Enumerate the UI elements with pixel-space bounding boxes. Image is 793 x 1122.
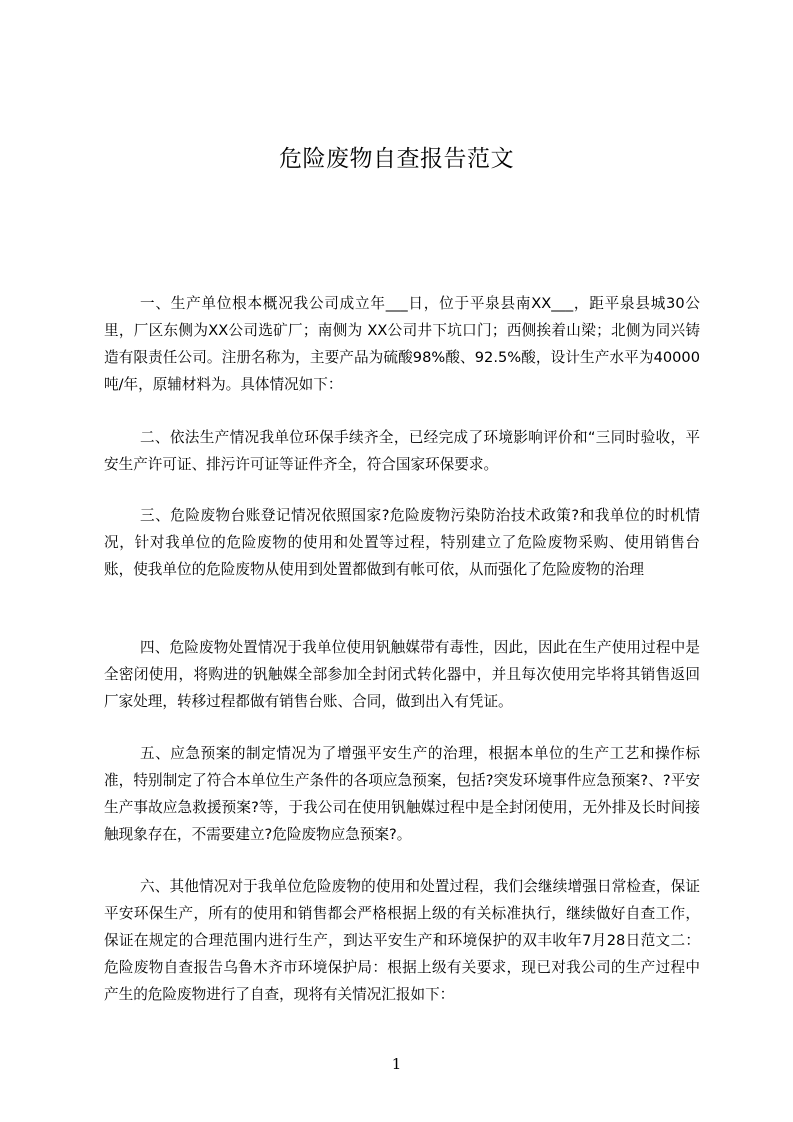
page-number: 1 [391,1055,402,1073]
paragraph-waste-disposal: 四、危险废物处置情况于我单位使用钒触媒带有毒性，因此，因此在生产使用过程中是全密闭使用，将购进的钒触媒全部参加全封闭式转化器中，并且每次使用完毕将其销售返回厂家处理，转移过程都做有销售台账、合同，做到出入有凭证。 [104,639,700,710]
paragraph-emergency-plan: 五、应急预案的制定情况为了增强平安生产的治理，根据本单位的生产工艺和操作标准，特别制定了符合本单位生产条件的各项应急预案，包括?突发环境事件应急预案?、?平安生产事故应急救援预案?等，于我公司在使用钒触媒过程中是全封闭使用，无外排及长时间接触现象存在，不需要建立?危险废物应急预案?。 [104,745,700,843]
document-title: 危险废物自查报告范文 [279,146,514,172]
paragraph-basic-situation: 一、生产单位根本概况我公司成立年___日，位于平泉县南XX___，距平泉县城30公里，厂区东侧为XX公司选矿厂；南侧为 XX公司井下坑口门；西侧挨着山梁；北侧为同兴铸造有限责任公司。注册名称为，主要产品为硫酸98%酸、92.5%酸，设计生产水平为40000吨/年，原辅材料为。具体情况如下： [104,295,700,393]
paragraph-other-situation: 六、其他情况对于我单位危险废物的使用和处置过程，我们会继续增强日常检查，保证平安环保生产，所有的使用和销售都会严格根据上级的有关标准执行，继续做好自查工作，保证在规定的合理范围内进行生产，到达平安生产和环境保护的双丰收年7月28日范文二：危险废物自查报告乌鲁木齐市环境保护局：根据上级有关要求，现已对我公司的生产过程中产生的危险废物进行了自查，现将有关情况汇报如下： [104,878,700,1003]
paragraph-ledger-registration: 三、危险废物台账登记情况依照国家?危险废物污染防治技术政策?和我单位的时机情况，针对我单位的危险废物的使用和处置等过程，特别建立了危险废物采购、使用销售台账，使我单位的危险废物从使用到处置都做到有帐可依，从而强化了危险废物的治理 [104,507,700,578]
paragraph-legal-production: 二、依法生产情况我单位环保手续齐全，已经完成了环境影响评价和“三同时验收，平安生产许可证、排污许可证等证件齐全，符合国家环保要求。 [104,429,700,473]
